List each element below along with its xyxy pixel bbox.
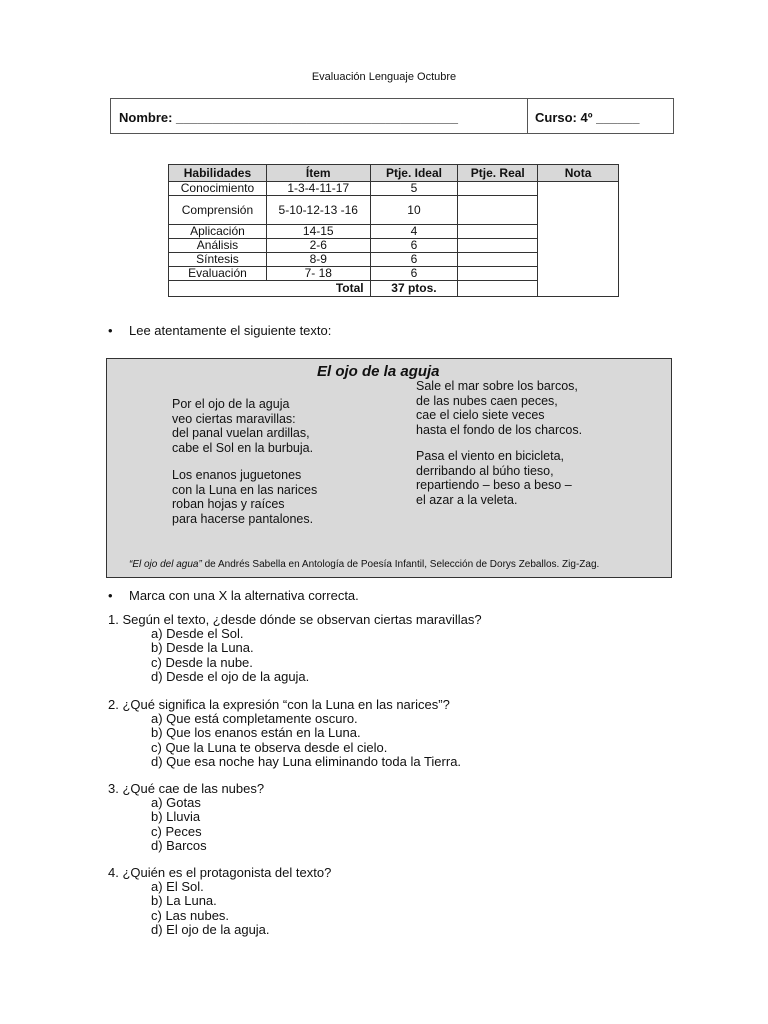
grade-cell[interactable]: [538, 182, 619, 297]
ideal-cell: 6: [370, 239, 458, 253]
ideal-cell: 5: [370, 182, 458, 196]
real-score-cell[interactable]: [458, 225, 538, 239]
item-cell: 5-10-12-13 -16: [266, 196, 370, 225]
item-cell: 1-3-4-11-17: [266, 182, 370, 196]
answer-option[interactable]: c) Que la Luna te observa desde el cielo.: [151, 739, 388, 755]
table-row: [169, 182, 619, 196]
skill-cell: Aplicación: [169, 225, 267, 239]
bullet-icon: •: [108, 588, 113, 603]
poem-stanza: Pasa el viento en bicicleta, derribando al búho tieso, repartiendo – beso a beso – el azar a la veleta.: [416, 449, 572, 507]
question-1: [108, 613, 728, 684]
skill-cell: Comprensión: [169, 196, 267, 225]
course-field[interactable]: Curso: 4º ______: [535, 110, 640, 125]
student-info-box: [110, 98, 674, 134]
name-field[interactable]: Nombre: _______________________________________: [119, 110, 459, 125]
skill-cell: Análisis: [169, 239, 267, 253]
document-title: Evaluación Lenguaje Octubre: [311, 71, 457, 83]
table-header: Ptje. Real: [458, 165, 538, 182]
answer-option[interactable]: b) Desde la Luna.: [151, 640, 254, 656]
scoring-table: [168, 164, 619, 297]
answer-option[interactable]: a) Que está completamente oscuro.: [151, 711, 358, 727]
answer-option[interactable]: a) El Sol.: [151, 879, 204, 895]
instruction-mark: • Marca con una X la alternativa correcta.: [108, 588, 359, 603]
table-header: Nota: [538, 165, 619, 182]
real-score-cell[interactable]: [458, 267, 538, 281]
skill-cell: Síntesis: [169, 253, 267, 267]
skill-cell: Conocimiento: [169, 182, 267, 196]
question-text: 4. ¿Quién es el protagonista del texto?: [108, 865, 332, 880]
divider: [527, 99, 528, 133]
ideal-cell: 4: [370, 225, 458, 239]
ideal-cell: 10: [370, 196, 458, 225]
question-2: [108, 698, 728, 769]
answer-option[interactable]: a) Desde el Sol.: [151, 626, 244, 642]
item-cell: 2-6: [266, 239, 370, 253]
question-text: 3. ¿Qué cae de las nubes?: [108, 781, 265, 796]
item-cell: 7- 18: [266, 267, 370, 281]
question-3: [108, 782, 728, 853]
table-header-row: [169, 165, 619, 182]
answer-option[interactable]: c) Peces: [151, 823, 202, 839]
item-cell: 8-9: [266, 253, 370, 267]
question-text: 2. ¿Qué significa la expresión “con la Luna en las narices”?: [108, 697, 450, 712]
answer-option[interactable]: a) Gotas: [151, 795, 201, 811]
ideal-cell: 6: [370, 267, 458, 281]
answer-option[interactable]: d) Que esa noche hay Luna eliminando toda la Tierra.: [151, 753, 462, 769]
poem-title: El ojo de la aguja: [317, 363, 440, 380]
question-4: [108, 866, 728, 937]
answer-option[interactable]: c) Desde la nube.: [151, 654, 253, 670]
table-header: Habilidades: [169, 165, 267, 182]
real-score-cell[interactable]: [458, 182, 538, 196]
total-label: Total: [169, 281, 371, 297]
ideal-cell: 6: [370, 253, 458, 267]
answer-option[interactable]: d) El ojo de la aguja.: [151, 921, 270, 937]
real-score-cell[interactable]: [458, 196, 538, 225]
item-cell: 14-15: [266, 225, 370, 239]
real-score-cell[interactable]: [458, 239, 538, 253]
question-text: 1. Según el texto, ¿desde dónde se observan ciertas maravillas?: [108, 612, 482, 627]
poem-box: [106, 358, 672, 578]
poem-stanza: Los enanos juguetones con la Luna en las narices roban hojas y raíces para hacerse pantalones.: [172, 468, 318, 526]
poem-stanza: Por el ojo de la aguja veo ciertas maravillas: del panal vuelan ardillas, cabe el Sol en la burbuja.: [172, 397, 314, 455]
bullet-icon: •: [108, 323, 113, 338]
table-header: Ptje. Ideal: [370, 165, 458, 182]
poem-stanza: Sale el mar sobre los barcos, de las nubes caen peces, cae el cielo siete veces hasta el fondo de los charcos.: [416, 379, 583, 437]
skill-cell: Evaluación: [169, 267, 267, 281]
answer-option[interactable]: d) Desde el ojo de la aguja.: [151, 668, 310, 684]
answer-option[interactable]: b) La Luna.: [151, 893, 217, 909]
real-score-cell[interactable]: [458, 253, 538, 267]
total-real-cell[interactable]: [458, 281, 538, 297]
total-value: 37 ptos.: [370, 281, 458, 297]
answer-option[interactable]: c) Las nubes.: [151, 907, 230, 923]
instruction-read: • Lee atentamente el siguiente texto:: [108, 323, 332, 338]
answer-option[interactable]: b) Que los enanos están en la Luna.: [151, 725, 361, 741]
answer-option[interactable]: b) Lluvia: [151, 809, 201, 825]
poem-credit: “El ojo del agua” de Andrés Sabella en Antología de Poesía Infantil, Selección de Dorys Zeballos. Zig-Zag.: [129, 559, 600, 570]
answer-option[interactable]: d) Barcos: [151, 837, 207, 853]
table-header: Ítem: [266, 165, 370, 182]
